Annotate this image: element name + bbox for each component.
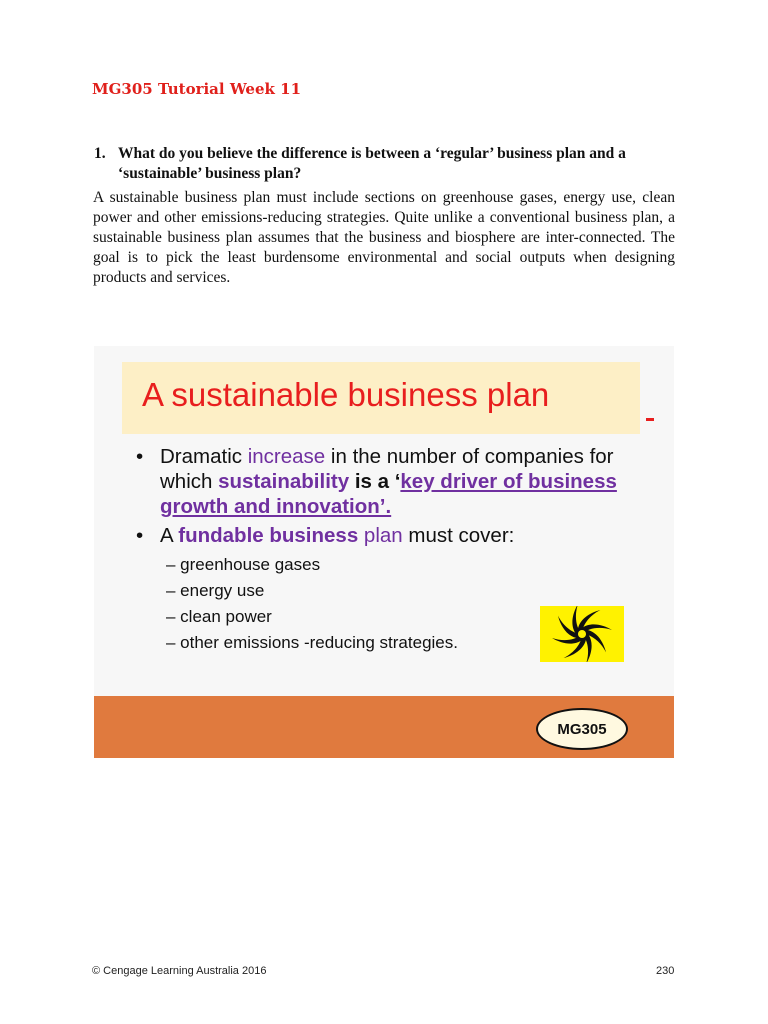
bullet-1-text-b: in the number of companies for which [160, 445, 614, 493]
bullet-2-text-a: A [160, 524, 179, 547]
bullet-1-sustainability: sustainability [218, 470, 350, 493]
course-badge: MG305 [536, 708, 628, 750]
bullet-1-increase: increase [247, 445, 326, 468]
slide-bullets [136, 444, 636, 552]
bullet-2 [136, 523, 636, 548]
bullet-2-plan: plan [358, 524, 403, 547]
bullet-1 [136, 444, 636, 519]
sub-item-clean-power: – clean power [166, 607, 272, 626]
page-title: MG305 Tutorial Week 11 [92, 80, 302, 98]
slide-image [94, 346, 674, 758]
bullet-1-key-driver: key driver of business growth and innovation’. [160, 470, 617, 518]
bullet-dot: • [136, 524, 144, 547]
title-dash [646, 418, 654, 421]
sub-item-greenhouse: – greenhouse gases [166, 555, 321, 574]
bullet-2-fundable: fundable business [178, 524, 359, 547]
spiral-icon [540, 606, 624, 662]
slide-footer-bar [94, 696, 674, 758]
question [94, 144, 684, 184]
question-number: 1. [94, 145, 106, 162]
bullet-1-text-c: is a ‘ [349, 470, 401, 493]
page-number: 230 [656, 965, 675, 977]
question-text: What do you believe the difference is between a ‘regular’ business plan and a ‘sustainable’ business plan? [118, 145, 626, 182]
bullet-dot: • [136, 445, 144, 468]
bullet-2-text-b: must cover: [402, 524, 515, 547]
sub-item-energy: – energy use [166, 581, 265, 600]
slide-title: A sustainable business plan [142, 376, 550, 413]
sub-item-emissions: – other emissions -reducing strategies. [166, 633, 458, 652]
bullet-1-text-a: Dramatic [160, 445, 248, 468]
slide-title-box [122, 362, 640, 434]
sub-list [166, 552, 458, 656]
copyright: © Cengage Learning Australia 2016 [92, 965, 267, 977]
answer-paragraph: A sustainable business plan must include sections on greenhouse gases, energy use, clean power and other emissions-reducing strategies. Quite unlike a conventional business plan, a sustainable business plan assumes that the business and biosphere are inter-connected. The goal is to pick the least burdensome environmental and social outputs when designing products and services. [93, 189, 675, 286]
